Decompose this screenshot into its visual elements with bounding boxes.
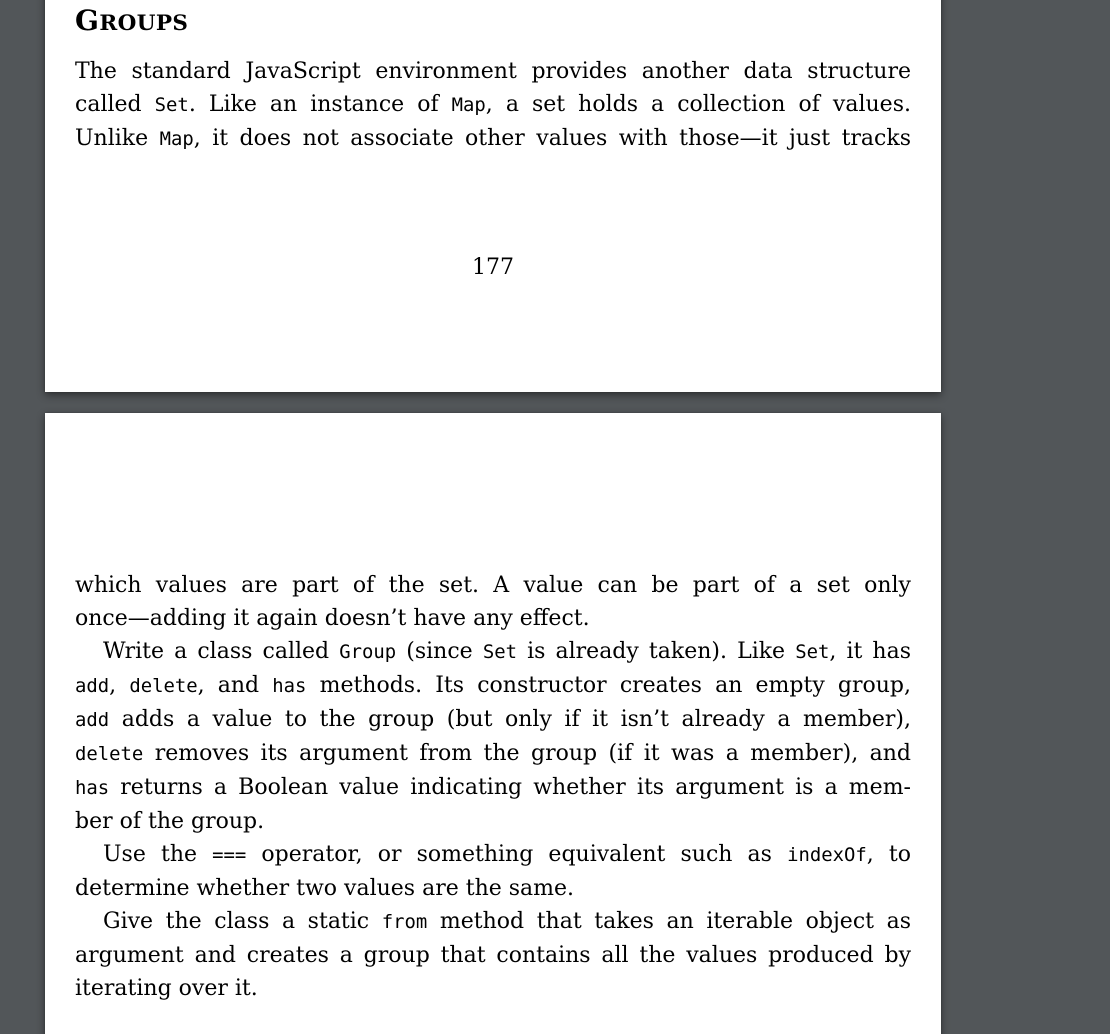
text-run: The standard JavaScript environment provides another data structure [75,59,911,84]
text-line [75,669,911,703]
inline-code: Map [451,94,486,116]
page-number: 177 [472,255,514,280]
inline-code: add [75,709,110,731]
text-run: which values are part of the set. A value can be part of a set only [75,573,911,598]
text-line [75,88,911,122]
text-line [75,939,911,972]
inline-code: Set [154,94,189,116]
inline-code: from [381,911,428,933]
text-line [75,122,911,156]
text-run: called [75,92,155,117]
text-line [75,771,911,805]
text-run: argument and creates a group that contains all the values produced by [75,943,911,968]
text-run: Use the [103,842,213,867]
text-run: , it has [829,639,911,664]
text-line [75,905,911,939]
text-line [75,602,911,635]
text-line [75,569,911,602]
text-line [75,737,911,771]
text-run: determine whether two values are the same. [75,876,575,901]
text-run: Write a class called [103,639,340,664]
text-run: ber of the group. [75,809,265,834]
inline-code: Map [159,128,194,150]
text-run: removes its argument from the group (if it was a member), and [143,741,911,766]
text-run: Give the class a static [103,909,382,934]
text-line [75,872,911,905]
text-run: , and [197,673,273,698]
inline-code: Set [482,641,517,663]
inline-code: === [212,844,247,866]
inline-code: has [75,777,110,799]
text-run: iterating over it. [75,976,258,1001]
inline-code: Set [795,641,830,663]
text-line [75,972,911,1005]
text-line [75,838,911,872]
inline-code: delete [75,743,144,765]
inline-code: has [272,675,307,697]
inline-code: add [75,675,110,697]
text-run: adds a value to the group (but only if it isn’t already a member), [109,707,911,732]
text-run: , to [866,842,911,867]
text-line [75,55,911,88]
text-run: . Like an instance of [188,92,452,117]
text-run: , a set holds a collection of values. [485,92,911,117]
text-line [75,703,911,737]
text-run: , it does not associate other values with those—it just tracks [193,126,911,151]
inline-code: indexOf [787,844,867,866]
text-run: returns a Boolean value indicating whether its argument is a mem- [109,775,911,800]
text-run: , [109,673,130,698]
section-heading-groups: GROUPS [75,4,189,37]
document-page-177 [45,0,941,392]
document-page-178 [45,413,941,1034]
text-run: methods. Its constructor creates an empty group, [306,673,912,698]
inline-code: Group [339,641,397,663]
text-run: (since [396,639,483,664]
text-line [75,635,911,669]
text-run: method that takes an iterable object as [427,909,911,934]
text-run: operator, or something equivalent such as [246,842,788,867]
text-run: once—adding it again doesn’t have any effect. [75,606,590,631]
inline-code: delete [129,675,198,697]
page-177-text [75,55,911,156]
text-run: is already taken). Like [516,639,796,664]
page-178-text [75,569,911,1005]
text-line [75,805,911,838]
text-run: Unlike [75,126,160,151]
